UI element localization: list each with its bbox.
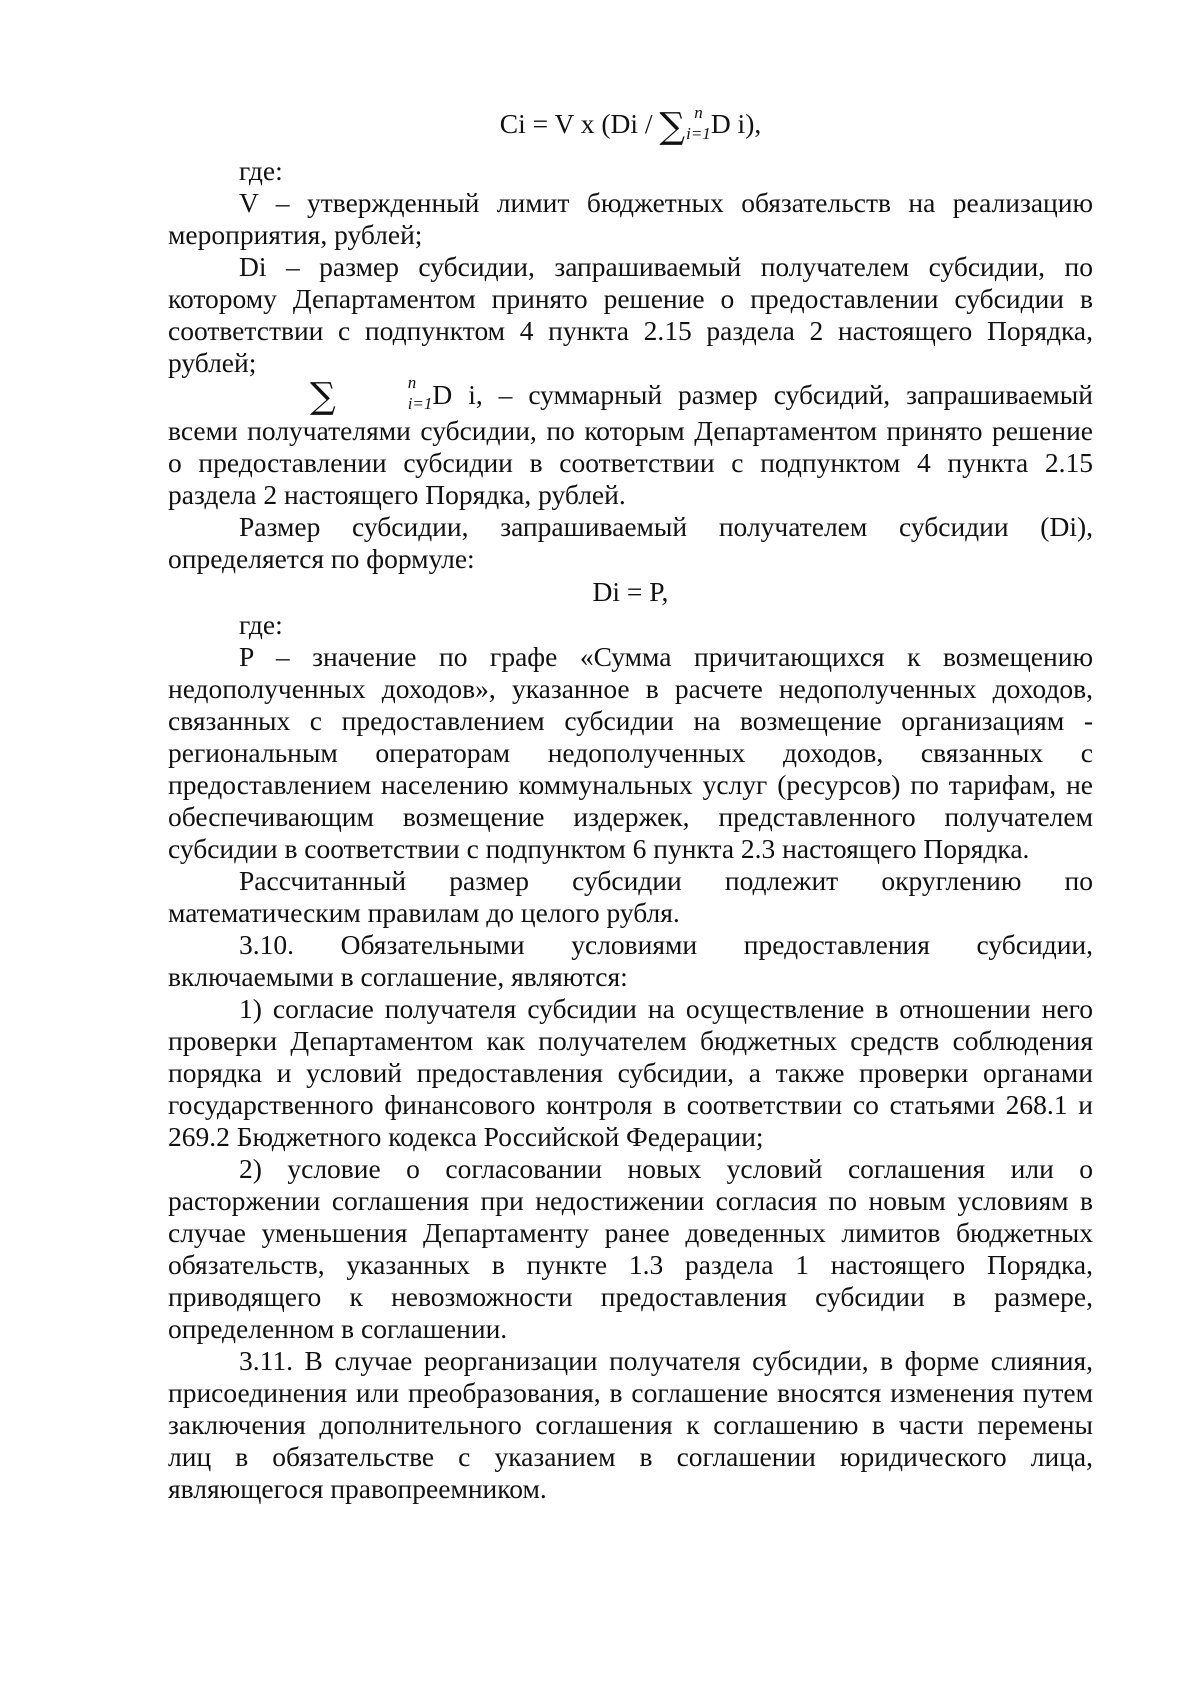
paragraph-di: Di – размер субсидии, запрашиваемый получателем субсидии, по которому Департаментом принято решение о предоставлении субсидии в соответствии с подпунктом 4 пункта 2.15 раздела 2 настоящего Порядка, рублей; — [168, 250, 1093, 378]
paragraph-3-10-1: 1) согласие получателя субсидии на осуществление в отношении него проверки Департаментом как получателем бюджетных средств соблюдения порядка и условий предоставления субсидии, а также проверки органами государственного финансового контроля в соответствии со статьями 268.1 и 269.2 Бюджетного кодекса Российской Федерации; — [168, 993, 1093, 1153]
paragraph-3-10: 3.10. Обязательными условиями предоставления субсидии, включаемыми в соглашение, являются: — [168, 929, 1093, 993]
formula-ci-lhs: Ci = V x (Di / — [499, 108, 660, 139]
sum-lower-limit: i=1 — [407, 394, 433, 414]
paragraph-p: P – значение по графе «Сумма причитающихся к возмещению недополученных доходов», указанное в расчете недополученных доходов, связанных с предоставлением субсидии на возмещение организациям - региональным операторам недополученных доходов, связанных с предоставлением населению коммунальных услуг (ресурсов) по тарифам, не обеспечивающим возмещение издержек, представленного получателем субсидии в соответствии с подпунктом 6 пункта 2.3 настоящего Порядка. — [168, 641, 1093, 865]
document-page — [168, 100, 1093, 1505]
formula-ci — [168, 104, 1093, 145]
paragraph-size: Размер субсидии, запрашиваемый получателем субсидии (Di), определяется по формуле: — [168, 511, 1093, 575]
sum-lower-limit: i=1 — [686, 123, 711, 143]
sum-term: D i, — [432, 378, 483, 410]
paragraph-3-11: 3.11. В случае реорганизации получателя субсидии, в форме слияния, присоединения или преобразования, в соглашение вносятся изменения путем заключения дополнительного соглашения к соглашению в части перемены лиц в обязательстве с указанием в соглашении юридического лица, являющегося правопреемником. — [168, 1345, 1093, 1505]
sum-upper-limit: n — [694, 102, 703, 122]
formula-di: Di = P, — [592, 576, 669, 608]
paragraph-round: Рассчитанный размер субсидии подлежит округлению по математическим правилам до целого рубля. — [168, 865, 1093, 929]
sum-description: – суммарный размер субсидий, запрашиваемый всеми получателями субсидии, по которым Департаментом принято решение о предоставлении субсидии в соответствии с подпунктом 4 пункта 2.15 раздела 2 настоящего Порядка, рублей. — [168, 378, 1093, 511]
where-label: где: — [239, 609, 283, 641]
paragraph-v: V – утвержденный лимит бюджетных обязательств на реализацию мероприятия, рублей; — [168, 186, 1093, 250]
where-label: где: — [239, 154, 283, 186]
summation-symbol: ∑ n i=1 — [310, 373, 433, 418]
paragraph-3-10-2: 2) условие о согласовании новых условий соглашения или о расторжении соглашения при недостижении согласия по новым условиям в случае уменьшения Департаменту ранее доведенных лимитов бюджетных обязательств, указанных в пункте 1.3 раздела 1 настоящего Порядка, приводящего к невозможности предоставления субсидии в размере, определенном в соглашении. — [168, 1153, 1093, 1345]
summation-symbol: ∑ n i=1 — [659, 102, 711, 147]
formula-ci-tail: D i), — [710, 108, 762, 139]
sum-upper-limit: n — [407, 373, 417, 393]
paragraph-sum — [168, 373, 1093, 512]
